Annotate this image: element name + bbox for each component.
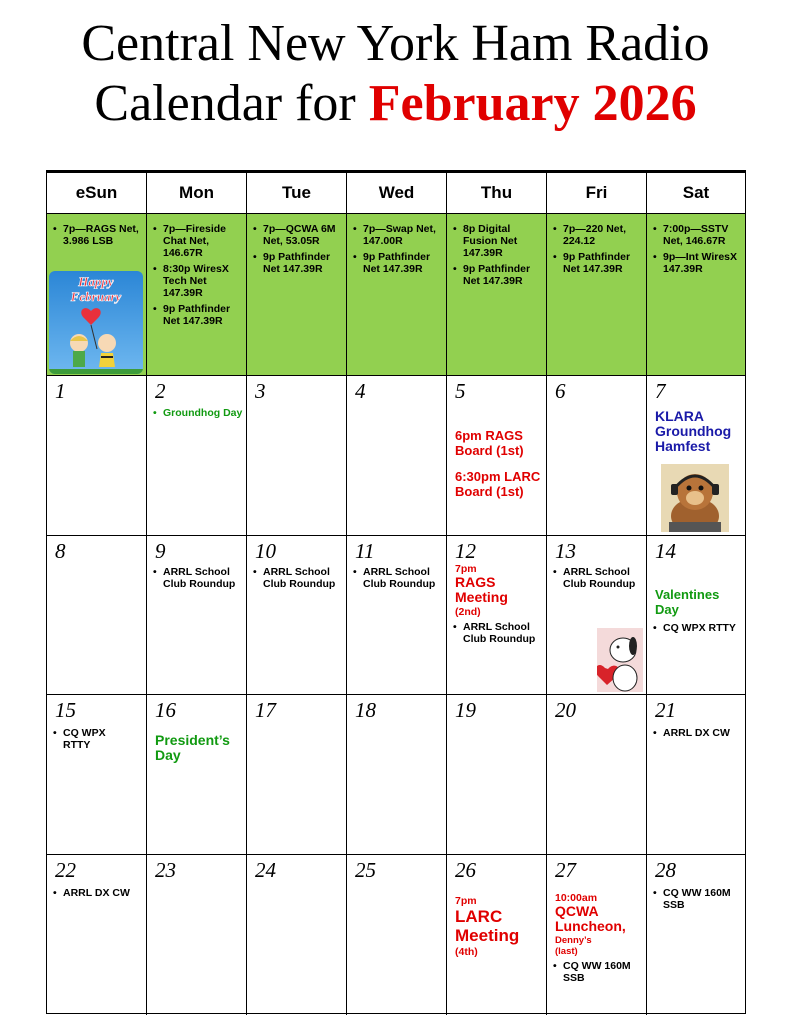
day-number: 1	[55, 379, 66, 403]
weekly-event: • 7p—QCWA 6M Net, 53.05R	[253, 223, 344, 247]
day-cell-27	[547, 855, 647, 1015]
day-number: 9	[155, 539, 166, 563]
weekly-event: • 9p Pathfinder Net 147.39R	[353, 251, 444, 275]
day-cell-26	[447, 855, 547, 1015]
day-number: 2	[155, 379, 166, 403]
calendar-title-line2	[0, 74, 791, 134]
event-larc-meeting-time: 7pm	[455, 895, 477, 907]
day-number: 27	[555, 858, 576, 882]
event-larc-meeting-title: LARC Meeting	[455, 907, 520, 945]
valentine-cartoon-icon	[49, 271, 143, 374]
event-cq-ww-160: • CQ WW 160M SSB	[653, 887, 743, 911]
day-header-wed: Wed	[347, 173, 447, 214]
event-klara-hamfest: KLARA Groundhog Hamfest	[655, 408, 732, 454]
weekly-cell-sat	[647, 214, 745, 376]
day-number: 17	[255, 698, 276, 722]
weekly-event: • 7:00p—SSTV Net, 146.67R	[653, 223, 743, 247]
event-rags-meeting-time: 7pm	[455, 563, 477, 575]
day-cell-25	[347, 855, 447, 1015]
svg-text:Happy: Happy	[78, 274, 114, 289]
day-cell-13	[547, 536, 647, 695]
day-cell-10	[247, 536, 347, 695]
day-number: 4	[355, 379, 366, 403]
day-cell-28	[647, 855, 745, 1015]
weekly-event: • 8:30p WiresX Tech Net 147.39R	[153, 263, 244, 299]
day-number: 20	[555, 698, 576, 722]
event-larc-meeting-note: (4th)	[455, 946, 478, 958]
day-header-sat: Sat	[647, 173, 745, 214]
day-number: 10	[255, 539, 276, 563]
event-cq-ww-160: • CQ WW 160M SSB	[553, 960, 644, 984]
weekly-cell-tue	[247, 214, 347, 376]
day-number: 23	[155, 858, 176, 882]
day-cell-20	[547, 695, 647, 855]
event-qcwa-place: Denny’s (last)	[555, 935, 592, 957]
day-cell-16	[147, 695, 247, 855]
weekly-event: • 9p—Int WiresX 147.39R	[653, 251, 743, 275]
event-qcwa-time: 10:00am	[555, 892, 598, 904]
day-number: 28	[655, 858, 676, 882]
weekly-event: • 9p Pathfinder Net 147.39R	[553, 251, 644, 275]
event-school-roundup: • ARRL School Club Roundup	[253, 566, 344, 590]
event-rags-board: 6pm RAGS Board (1st)	[455, 428, 524, 458]
event-school-roundup: • ARRL School Club Roundup	[453, 621, 544, 645]
calendar-title-line1: Central New York Ham Radio	[81, 15, 710, 72]
weekly-event: • 7p—Fireside Chat Net, 146.67R	[153, 223, 244, 259]
happy-february-image	[49, 271, 143, 374]
event-qcwa-title: QCWA Luncheon,	[555, 903, 626, 934]
event-school-roundup: • ARRL School Club Roundup	[553, 566, 644, 590]
day-cell-6	[547, 376, 647, 536]
day-number: 21	[655, 698, 676, 722]
day-cell-15	[47, 695, 147, 855]
day-cell-22	[47, 855, 147, 1015]
day-cell-17	[247, 695, 347, 855]
day-cell-5	[447, 376, 547, 536]
event-school-roundup: • ARRL School Club Roundup	[353, 566, 444, 590]
weekly-event: • 7p—RAGS Net, 3.986 LSB	[53, 223, 144, 247]
event-valentines: Valentines Day	[655, 587, 720, 617]
day-number: 15	[55, 698, 76, 722]
event-cq-wpx-rtty: • CQ WPX RTTY	[53, 727, 119, 751]
day-cell-23	[147, 855, 247, 1015]
groundhog-radio-image	[661, 464, 729, 532]
day-number: 14	[655, 539, 676, 563]
day-cell-24	[247, 855, 347, 1015]
day-cell-14	[647, 536, 745, 695]
day-cell-21	[647, 695, 745, 855]
event-groundhog-day: • Groundhog Day	[153, 407, 244, 419]
event-larc-board: 6:30pm LARC Board (1st)	[455, 469, 541, 499]
day-cell-9	[147, 536, 247, 695]
day-header-sun: eSun	[47, 173, 147, 214]
weekly-cell-thu	[447, 214, 547, 376]
svg-text:February: February	[70, 289, 122, 304]
weekly-cell-sun	[47, 214, 147, 376]
day-number: 24	[255, 858, 276, 882]
day-number: 8	[55, 539, 66, 563]
weekly-event: • 7p—220 Net, 224.12	[553, 223, 644, 247]
weekly-cell-mon	[147, 214, 247, 376]
event-school-roundup: • ARRL School Club Roundup	[153, 566, 244, 590]
day-cell-19	[447, 695, 547, 855]
snoopy-heart-icon	[597, 628, 643, 692]
day-cell-7	[647, 376, 745, 536]
weekly-event: • 9p Pathfinder Net 147.39R	[153, 303, 244, 327]
event-presidents-day: President’s Day	[155, 732, 230, 763]
weekly-event: • 8p Digital Fusion Net 147.39R	[453, 223, 544, 259]
groundhog-icon	[661, 464, 729, 532]
day-number: 12	[455, 539, 476, 563]
title-prefix: Calendar for	[94, 75, 369, 132]
day-number: 22	[55, 858, 76, 882]
event-rags-meeting-title: RAGS Meeting	[455, 574, 508, 605]
day-cell-8	[47, 536, 147, 695]
weekly-event: • 9p Pathfinder Net 147.39R	[253, 251, 344, 275]
day-number: 26	[455, 858, 476, 882]
event-arrl-dx-cw: • ARRL DX CW	[653, 727, 743, 739]
day-number: 6	[555, 379, 566, 403]
event-cq-wpx-rtty: • CQ WPX RTTY	[653, 622, 743, 634]
event-arrl-dx-cw: • ARRL DX CW	[53, 887, 144, 899]
day-number: 5	[455, 379, 466, 403]
weekly-event: • 9p Pathfinder Net 147.39R	[453, 263, 544, 287]
weekly-cell-wed	[347, 214, 447, 376]
event-rags-meeting-note: (2nd)	[455, 606, 481, 618]
day-number: 13	[555, 539, 576, 563]
day-header-thu: Thu	[447, 173, 547, 214]
day-cell-4	[347, 376, 447, 536]
weekly-event: • 7p—Swap Net, 147.00R	[353, 223, 444, 247]
day-header-fri: Fri	[547, 173, 647, 214]
day-number: 19	[455, 698, 476, 722]
day-cell-11	[347, 536, 447, 695]
day-number: 11	[355, 539, 375, 563]
title-month: February 2026	[368, 75, 697, 132]
day-cell-12	[447, 536, 547, 695]
day-cell-2	[147, 376, 247, 536]
day-cell-3	[247, 376, 347, 536]
day-cell-18	[347, 695, 447, 855]
weekly-cell-fri	[547, 214, 647, 376]
snoopy-heart-image	[597, 628, 643, 692]
day-number: 18	[355, 698, 376, 722]
calendar-grid	[46, 170, 746, 1014]
day-number: 3	[255, 379, 266, 403]
day-number: 7	[655, 379, 666, 403]
day-number: 25	[355, 858, 376, 882]
day-number: 16	[155, 698, 176, 722]
day-cell-1	[47, 376, 147, 536]
day-header-mon: Mon	[147, 173, 247, 214]
day-header-tue: Tue	[247, 173, 347, 214]
